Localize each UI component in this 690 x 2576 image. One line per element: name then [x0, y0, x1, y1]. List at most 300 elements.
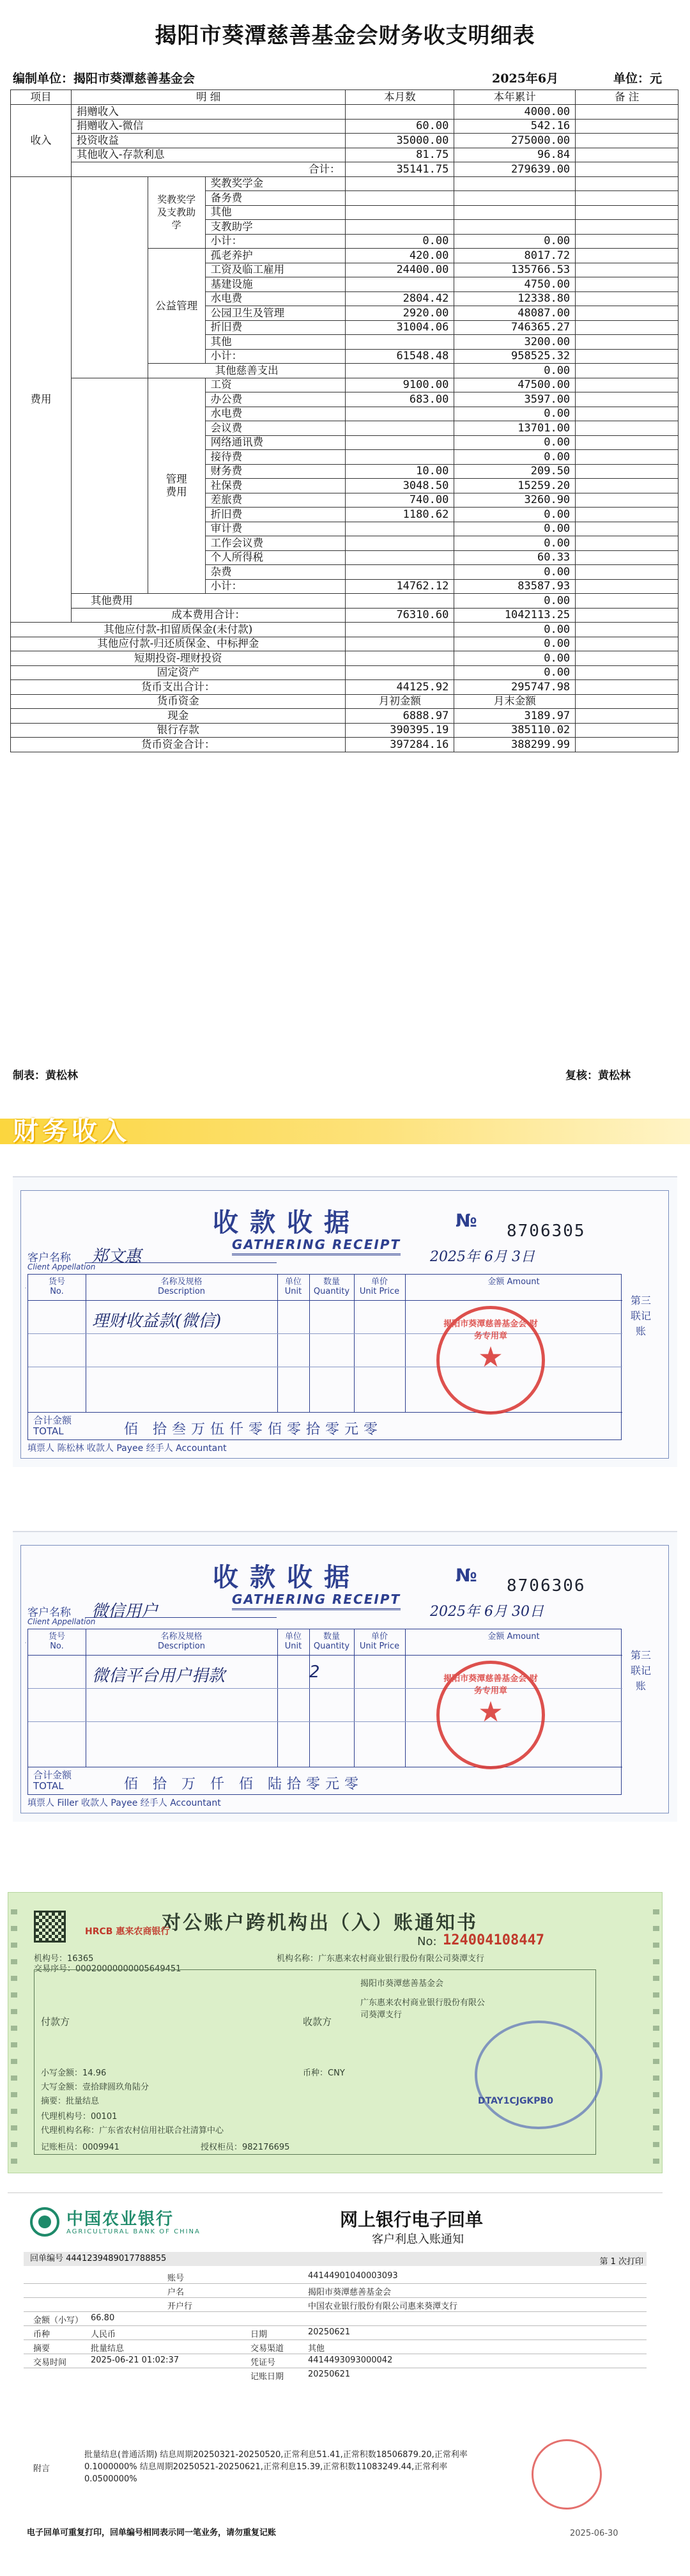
edge-mark: ·	[21, 1641, 30, 1644]
customer-label-en: Client Appellation	[27, 1262, 96, 1271]
row-cumulative: 0.00	[454, 665, 576, 680]
row-label: 银行存款	[11, 723, 346, 738]
stamp-text: 揭阳市葵潭慈善基金会 财务专用章	[443, 1674, 538, 1696]
row-note	[576, 450, 678, 465]
row-cumulative: 746365.27	[454, 320, 576, 335]
row-current: 24400.00	[346, 263, 454, 277]
copy-label: 第三联记账	[630, 1294, 651, 1337]
row-label: 其他应付款-归还质保金、中标押金	[11, 637, 346, 651]
grid-total-line	[28, 1412, 622, 1413]
row-note	[576, 105, 678, 120]
agent-org-label: 代理机构号：	[41, 2112, 91, 2122]
row-cumulative: 0.00	[454, 407, 576, 421]
bank-name: 中国农业银行	[66, 2210, 174, 2229]
qr-code	[34, 1911, 66, 1943]
row-label: 财务费	[205, 464, 346, 479]
operator: 0009941	[82, 2143, 119, 2152]
table-row	[11, 665, 678, 680]
grid-col	[405, 1275, 406, 1412]
row-cumulative: 0.00	[454, 522, 576, 536]
customer-label-en: Client Appellation	[27, 1617, 96, 1626]
row-cumulative: 0.00	[454, 623, 576, 637]
row-note	[576, 162, 678, 177]
notice-number: 124004108447	[443, 1932, 544, 1948]
seq: 00020000000005649451	[75, 1964, 181, 1974]
statement-table	[10, 89, 678, 752]
row-note	[576, 291, 678, 306]
receipt-title-en: GATHERING RECEIPT	[232, 1237, 401, 1255]
expense-total-row	[11, 608, 678, 623]
col-price: 单价 Unit Price	[359, 1277, 400, 1296]
row-note	[576, 623, 678, 637]
row-label: 差旅费	[205, 493, 346, 508]
field-key: 户名	[167, 2288, 185, 2297]
row-cumulative: 279639.00	[454, 162, 576, 177]
field-key: 币种	[33, 2330, 50, 2339]
seal-stamp	[436, 1306, 545, 1415]
total-label: 合计金额 TOTAL	[33, 1415, 72, 1437]
row-cumulative: 135766.53	[454, 263, 576, 277]
row-cumulative: 83587.93	[454, 579, 576, 594]
row-current	[346, 176, 454, 191]
grid-header-line	[28, 1655, 622, 1656]
row-note	[576, 378, 678, 392]
row-cumulative: 12338.80	[454, 291, 576, 306]
field-key: 凭证号	[250, 2358, 276, 2368]
row-cumulative: 3200.00	[454, 335, 576, 350]
row-note	[576, 579, 678, 594]
row-label: 成本费用合计：	[71, 608, 346, 623]
row-cumulative: 60.33	[454, 550, 576, 565]
row-note	[576, 320, 678, 335]
row-label: 捐赠收入-微信	[71, 119, 346, 134]
row-current	[346, 191, 454, 206]
grid-col	[277, 1629, 278, 1767]
row-label: 折旧费	[205, 320, 346, 335]
col-no: 货号 No.	[48, 1632, 65, 1651]
receipt-footer: 填票人 Filler 收款人 Payee 经手人 Accountant	[27, 1798, 221, 1808]
row-label: 会议费	[205, 421, 346, 436]
row-label: 固定资产	[11, 665, 346, 680]
receipt	[13, 1176, 677, 1467]
row-end: 3189.97	[454, 709, 576, 724]
operator-label: 记账柜员：	[41, 2143, 83, 2152]
row-label: 折旧费	[205, 508, 346, 522]
row-label: 水电费	[205, 291, 346, 306]
financial-statement	[0, 0, 690, 1087]
total-label: 合计金额 TOTAL	[33, 1769, 72, 1792]
row-note	[576, 119, 678, 134]
row-note	[576, 421, 678, 436]
ereceipt-title: 网上银行电子回单	[340, 2209, 484, 2230]
row-label: 支教助学	[205, 220, 346, 235]
row-current: 35000.00	[346, 134, 454, 148]
row-current	[346, 623, 454, 637]
field-value: 20250621	[308, 2370, 351, 2379]
branch-no-label: 机构号：	[34, 1954, 68, 1964]
receipt-title: 收款收据	[213, 1207, 361, 1238]
row-note	[576, 637, 678, 651]
funds-header-row	[11, 694, 678, 709]
row-cumulative: 0.00	[454, 565, 576, 580]
row-label: 其他应付款-扣留质保金(未付款)	[11, 623, 346, 637]
row-cumulative	[454, 205, 576, 220]
row-start: 397284.16	[346, 738, 454, 752]
abc-logo-core	[38, 2215, 51, 2228]
row-note	[576, 364, 678, 378]
receipt-date: 2025年 6月 30日	[430, 1604, 544, 1620]
row-current: 81.75	[346, 148, 454, 162]
field-key: 摘要	[33, 2344, 50, 2354]
table-row	[11, 623, 678, 637]
col-amount: 金额 Amount	[487, 1277, 540, 1287]
funds-head-start: 月初金额	[346, 694, 454, 709]
receipt-sheet	[20, 1190, 669, 1459]
total-text: 佰 拾 万 仟 佰 陆拾零元零	[124, 1776, 364, 1792]
currency: CNY	[328, 2068, 345, 2078]
col-name: 名称及规格 Description	[157, 1632, 206, 1651]
statement-title: 揭阳市葵潭慈善基金会财务收支明细表	[155, 23, 535, 49]
table-row	[11, 134, 678, 148]
scholarship-group: 奖教奖学及支教助学	[148, 176, 205, 249]
row-note	[576, 536, 678, 551]
row-current: 44125.92	[346, 680, 454, 695]
receipt-no-label: №	[456, 1565, 477, 1586]
copy-label: 第三联记账	[630, 1649, 651, 1692]
table-row	[11, 594, 678, 609]
row-cumulative	[454, 191, 576, 206]
grid-col	[309, 1275, 310, 1412]
amount: 14.96	[82, 2068, 107, 2078]
row-label: 其他费用	[71, 594, 346, 609]
row-note	[576, 392, 678, 407]
row-label: 孤老养护	[205, 249, 346, 263]
preparer: 制表：黄松林	[13, 1069, 78, 1082]
row-note	[576, 306, 678, 321]
notice-title: 对公账户跨机构出（入）账通知书	[162, 1912, 478, 1934]
row-start: 6888.97	[346, 709, 454, 724]
field-key: 账号	[167, 2274, 185, 2283]
row-cumulative: 0.00	[454, 651, 576, 666]
abc-logo-icon	[30, 2207, 59, 2237]
grid-header-line	[28, 1300, 622, 1301]
blank-col	[71, 176, 148, 378]
row-current: 420.00	[346, 249, 454, 263]
row-label: 投资收益	[71, 134, 346, 148]
row-cumulative: 0.00	[454, 536, 576, 551]
row-current	[346, 637, 454, 651]
summary-label: 摘要：	[41, 2097, 66, 2106]
row-current	[346, 522, 454, 536]
bank-stamp	[532, 2439, 602, 2510]
row-current: 9100.00	[346, 378, 454, 392]
customer-name: 郑文惠	[91, 1247, 142, 1266]
agent-name-label: 代理机构名称：	[41, 2126, 100, 2136]
row-note	[576, 738, 678, 752]
row-note	[576, 680, 678, 695]
line-qty: 2	[309, 1663, 320, 1682]
row-cumulative	[454, 176, 576, 191]
row-label: 现金	[11, 709, 346, 724]
currency-unit: 单位：元	[613, 72, 663, 86]
field-key: 记账日期	[250, 2372, 284, 2382]
col-unit: 单位 Unit	[284, 1277, 302, 1296]
row-cumulative: 0.00	[454, 594, 576, 609]
header-current: 本月数	[346, 90, 454, 105]
bank-e-receipt	[8, 2192, 663, 2550]
row-current	[346, 565, 454, 580]
col-qty: 数量 Quantity	[313, 1277, 350, 1296]
col-qty: 数量 Quantity	[313, 1632, 350, 1651]
row-note	[576, 665, 678, 680]
receipt-no-label: №	[456, 1210, 477, 1231]
row-label: 个人所得税	[205, 550, 346, 565]
star-icon: ★	[478, 1341, 503, 1374]
row-current: 683.00	[346, 392, 454, 407]
header-note: 备 注	[576, 90, 678, 105]
row-label: 其他	[205, 205, 346, 220]
management-group: 管理 费用	[148, 378, 205, 594]
row-note	[576, 651, 678, 666]
cash-out-row	[11, 680, 678, 695]
row-cumulative: 4000.00	[454, 105, 576, 120]
currency-label: 币种：	[303, 2068, 328, 2078]
row-current	[346, 594, 454, 609]
row-label: 其他	[205, 335, 346, 350]
row-current: 76310.60	[346, 608, 454, 623]
grid-col	[354, 1275, 355, 1412]
field-value: 批量结息	[91, 2344, 125, 2354]
row-current: 61548.48	[346, 349, 454, 364]
star-icon: ★	[478, 1696, 503, 1728]
row-current	[346, 277, 454, 292]
row-note	[576, 565, 678, 580]
customer-label: 客户名称	[27, 1606, 71, 1619]
row-note	[576, 234, 678, 249]
row-note	[576, 191, 678, 206]
row-end: 388299.99	[454, 738, 576, 752]
table-row	[11, 176, 678, 191]
receipt-number-bar: 回单编号 4441239489017788855	[24, 2252, 647, 2266]
table-row	[11, 651, 678, 666]
row-label: 小计：	[205, 349, 346, 364]
row-label: 短期投资-理财投资	[11, 651, 346, 666]
receipt-number: 8706305	[507, 1222, 586, 1241]
col-unit: 单位 Unit	[284, 1632, 302, 1651]
row-note	[576, 550, 678, 565]
row-cumulative: 13701.00	[454, 421, 576, 436]
perforation-left	[11, 1898, 17, 2166]
row-current	[346, 105, 454, 120]
row-label: 杂费	[205, 565, 346, 580]
row-note	[576, 263, 678, 277]
row-label: 基建设施	[205, 277, 346, 292]
row-label: 小计：	[205, 579, 346, 594]
row-cumulative: 96.84	[454, 148, 576, 162]
summary: 批量结息	[66, 2097, 100, 2106]
row-cumulative: 295747.98	[454, 680, 576, 695]
bank-stamp	[475, 2021, 602, 2129]
row-start: 390395.19	[346, 723, 454, 738]
payee-label: 收款方	[303, 2016, 332, 2028]
row-current: 60.00	[346, 119, 454, 134]
receipt-number: 8706306	[507, 1576, 586, 1595]
row-cumulative: 0.00	[454, 508, 576, 522]
row-current: 1180.62	[346, 508, 454, 522]
col-no: 货号 No.	[48, 1277, 65, 1296]
receipt-sheet	[20, 1545, 669, 1813]
row-label: 工资及临工雇用	[205, 263, 346, 277]
field-value: 其他	[308, 2344, 325, 2354]
field-key: 开户行	[167, 2302, 193, 2311]
field-key: 金额（小写）	[33, 2316, 84, 2325]
row-label: 捐赠收入	[71, 105, 346, 120]
row-label: 合计：	[71, 162, 346, 177]
row-cumulative: 209.50	[454, 464, 576, 479]
statement-period: 2025年6月	[492, 72, 559, 86]
row-current	[346, 205, 454, 220]
row-note	[576, 176, 678, 191]
row-cumulative: 15259.20	[454, 479, 576, 493]
field-value: 中国农业银行股份有限公司惠来葵潭支行	[308, 2302, 458, 2311]
amount-cn: 壹拾肆圆玖角陆分	[82, 2083, 150, 2092]
interest-detail: 批量结息(普通活期) 结息周期20250321-20250520,正常利息51.41,正常积数18506879.20,正常利率0.1000000% 结息周期20250521-20250621,正常利息15.39,正常积数11083249.44,正常利率0.0500000%	[84, 2450, 468, 2484]
customer-name: 微信用户	[91, 1602, 158, 1621]
row-note	[576, 594, 678, 609]
amount-cn-label: 大写金额：	[41, 2083, 83, 2092]
funds-total-row	[11, 738, 678, 752]
org-label: 机构名称：	[277, 1954, 319, 1964]
receipt-footer: 填票人 陈松林 收款人 Payee 经手人 Accountant	[27, 1443, 227, 1454]
row-current	[346, 220, 454, 235]
row-current: 35141.75	[346, 162, 454, 177]
agent-name: 广东省农村信用社联合社清算中心	[99, 2126, 224, 2136]
row-cumulative: 0.00	[454, 637, 576, 651]
section-banner	[0, 1109, 690, 1167]
preparing-unit: 编制单位：揭阳市葵潭慈善基金会	[13, 72, 195, 86]
col-price: 单价 Unit Price	[359, 1632, 400, 1651]
row-cumulative: 8017.72	[454, 249, 576, 263]
table-row	[11, 709, 678, 724]
row-cumulative: 542.16	[454, 119, 576, 134]
row-note	[576, 335, 678, 350]
org: 广东惠来农村商业银行股份有限公司葵潭支行	[318, 1954, 485, 1964]
col-name: 名称及规格 Description	[157, 1277, 206, 1296]
field-key: 交易时间	[33, 2358, 67, 2368]
branch-no: 16365	[67, 1954, 94, 1964]
row-note	[576, 407, 678, 421]
grid-col	[277, 1275, 278, 1412]
row-label: 水电费	[205, 407, 346, 421]
row-current	[346, 665, 454, 680]
row-cumulative: 0.00	[454, 364, 576, 378]
blank-col	[71, 378, 148, 594]
receipt-title-en: GATHERING RECEIPT	[232, 1592, 401, 1610]
table-row	[11, 723, 678, 738]
field-value: 4414493093000042	[308, 2355, 393, 2365]
customer-label: 客户名称	[27, 1252, 71, 1264]
line-item: 微信平台用户捐款	[92, 1666, 226, 1686]
bank-name-en: AGRICULTURAL BANK OF CHINA	[66, 2228, 201, 2235]
field-key: 交易渠道	[250, 2344, 284, 2354]
row-note	[576, 277, 678, 292]
row-current	[346, 550, 454, 565]
row-cumulative: 47500.00	[454, 378, 576, 392]
row-label: 备务费	[205, 191, 346, 206]
row-cumulative: 0.00	[454, 435, 576, 450]
ereceipt-subtitle: 客户利息入账通知	[372, 2233, 464, 2246]
row-label: 货币资金合计：	[11, 738, 346, 752]
row-cumulative: 4750.00	[454, 277, 576, 292]
income-total-row	[11, 162, 678, 177]
row-note	[576, 694, 678, 709]
table-header-row	[11, 90, 678, 105]
row-current: 2920.00	[346, 306, 454, 321]
seq-label: 交易序号：	[34, 1964, 76, 1974]
col-amount: 金额 Amount	[487, 1632, 540, 1641]
row-divider	[24, 2283, 647, 2284]
auth-label: 授权柜员：	[201, 2143, 243, 2152]
row-cumulative: 0.00	[454, 450, 576, 465]
row-note	[576, 493, 678, 508]
row-label: 办公费	[205, 392, 346, 407]
row-note	[576, 464, 678, 479]
receipt-date: 2025年 6月 3日	[430, 1249, 535, 1265]
table-row	[11, 148, 678, 162]
row-divider	[24, 2339, 647, 2340]
field-value: 20250621	[308, 2327, 351, 2337]
row-label: 社保费	[205, 479, 346, 493]
row-label: 小计：	[205, 234, 346, 249]
row-current: 3048.50	[346, 479, 454, 493]
stamp-text: 揭阳市葵潭慈善基金会 财务专用章	[443, 1319, 538, 1341]
row-cumulative: 3597.00	[454, 392, 576, 407]
row-current: 740.00	[346, 493, 454, 508]
row-current	[346, 364, 454, 378]
field-value: 揭阳市葵潭慈善基金会	[308, 2288, 392, 2297]
row-label: 奖教奖学金	[205, 176, 346, 191]
row-divider	[24, 2325, 647, 2326]
row-label: 接待费	[205, 450, 346, 465]
welfare-group: 公益管理	[148, 249, 205, 364]
row-note	[576, 508, 678, 522]
row-note	[576, 349, 678, 364]
stamp-code: DTAY1CJGKPB0	[478, 2096, 553, 2106]
row-cumulative	[454, 220, 576, 235]
reviewer: 复核：黄松林	[565, 1069, 631, 1082]
row-current: 14762.12	[346, 579, 454, 594]
field-value: 人民币	[91, 2330, 116, 2339]
row-note	[576, 205, 678, 220]
expense-group: 费用	[11, 176, 72, 623]
row-current	[346, 450, 454, 465]
seal-stamp	[436, 1661, 545, 1769]
table-row	[11, 119, 678, 134]
row-cumulative: 1042113.25	[454, 608, 576, 623]
agent-org: 00101	[91, 2112, 118, 2122]
expense-section	[11, 176, 678, 752]
attachment-label: 附言	[33, 2464, 50, 2474]
row-current: 0.00	[346, 234, 454, 249]
row-current: 31004.06	[346, 320, 454, 335]
row-note	[576, 709, 678, 724]
row-current	[346, 536, 454, 551]
grid-col	[354, 1629, 355, 1767]
funds-label: 货币资金	[11, 694, 346, 709]
income-group: 收入	[11, 105, 72, 177]
row-cumulative: 958525.32	[454, 349, 576, 364]
receipt	[13, 1531, 677, 1822]
